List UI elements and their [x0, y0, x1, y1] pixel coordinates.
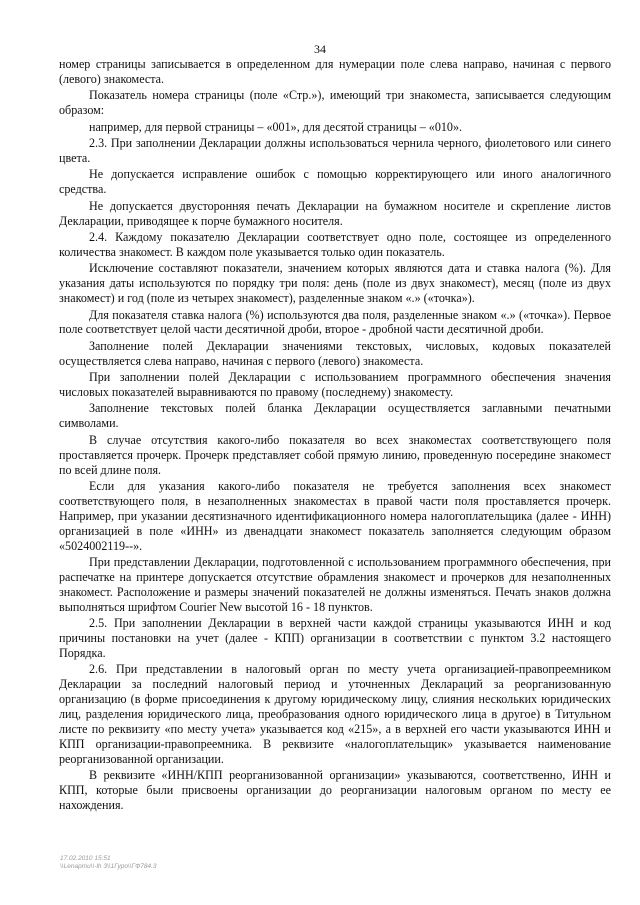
paragraph: При представлении Декларации, подготовленной с использованием программного обеспечения, при распечатке на принтере допускается отсутствие обрамления знакомест и прочерков для незаполненных знакомест. Расположение и размеры значений показателей не должны изменяться. Печать знаков должна выполняться шрифтом Courier New высотой 16 - 18 пунктов.: [59, 555, 611, 614]
paragraph: 2.5. При заполнении Декларации в верхней части каждой страницы указываются ИНН и код причины постановки на учет (далее - КПП) организации в соответствии с пунктом 3.2 настоящего Порядка.: [59, 616, 611, 660]
paragraph: Показатель номера страницы (поле «Стр.»), имеющий три знакоместа, записывается следующим образом:: [59, 88, 611, 118]
paragraph: Не допускается двусторонняя печать Декларации на бумажном носителе и скрепление листов Декларации, приводящее к порче бумажного носителя.: [59, 198, 611, 228]
paragraph: В реквизите «ИНН/КПП реорганизованной организации» указываются, соответственно, ИНН и КПП, которые были присвоены организации до реорганизации налоговым органом по месту ее нахождения.: [59, 768, 611, 812]
paragraph: В случае отсутствия какого-либо показателя во всех знакоместах соответствующего поля проставляется прочерк. Прочерк представляет собой прямую линию, проведенную посередине знакомест по всей длине поля.: [59, 432, 611, 477]
document-body: [59, 57, 611, 814]
footer-file-path: \\Lenapmu\\-lh 3\\1Гуро\\ГФ784.3: [60, 863, 157, 870]
paragraph: 2.3. При заполнении Декларации должны использоваться чернила черного, фиолетового или синего цвета.: [59, 136, 611, 165]
paragraph: Не допускается исправление ошибок с помощью корректирующего или иного аналогичного средства.: [59, 167, 611, 197]
paragraph: 2.6. При представлении в налоговый орган по месту учета организацией-правопреемником Декларации за последний налоговый период и уточненных Деклараций за реорганизованную организацию (в форме присоединения к другому юридическому лицу, слияния нескольких юридических лиц, разделения юридического лица, преобразования одного юридического лица в другое) в Титульном листе по реквизиту «по месту учета» указывается код «215», а в верхней его части указываются ИНН и КПП организации-правопреемника. В реквизите «налогоплательщик» указывается наименование реорганизованной организации.: [59, 662, 611, 766]
file-stamp-footer: [60, 855, 157, 871]
paragraph: При заполнении полей Декларации с использованием программного обеспечения значения числовых показателей выравниваются по правому (последнему) знакоместу.: [59, 370, 611, 400]
paragraph: Заполнение полей Декларации значениями текстовых, числовых, кодовых показателей осуществляется слева направо, начиная с первого (левого) знакоместа.: [59, 338, 611, 368]
paragraph: 2.4. Каждому показателю Декларации соответствует одно поле, состоящее из определенного количества знакомест. В каждом поле указывается только один показатель.: [59, 229, 611, 259]
paragraph-example: например, для первой страницы – «001», для десятой страницы – «010».: [89, 119, 463, 134]
paragraph: Исключение составляют показатели, значением которых являются дата и ставка налога (%). Для указания даты используются по порядку три поля: день (поле из двух знакомест), месяц (поле из двух знакомест) и год (поле из четырех знакомест), разделенные знаком «.» («точка»).: [59, 261, 611, 306]
page-number: 34: [314, 42, 326, 56]
paragraph: Если для указания какого-либо показателя не требуется заполнения всех знакомест соответствующего поля, в незаполненных знакоместах в правой части поля проставляется прочерк. Например, при указании десятизначного идентификационного номера налогоплательщика (далее - ИНН) организацией в поле «ИНН» из двенадцати знакомест показатель заполняется следующим образом «5024002119--».: [59, 478, 611, 553]
paragraph: номер страницы записывается в определенном для нумерации поле слева направо, начиная с первого (левого) знакоместа.: [59, 57, 611, 86]
footer-timestamp: 17.02.2010 15:51: [60, 855, 111, 862]
paragraph: Заполнение текстовых полей бланка Декларации осуществляется заглавными печатными символами.: [59, 401, 611, 431]
paragraph: Для показателя ставка налога (%) используются два поля, разделенные знаком «.» («точка»). Первое поле соответствует целой части десятичной дроби, второе - дробной части десятичной дроби.: [59, 307, 611, 337]
